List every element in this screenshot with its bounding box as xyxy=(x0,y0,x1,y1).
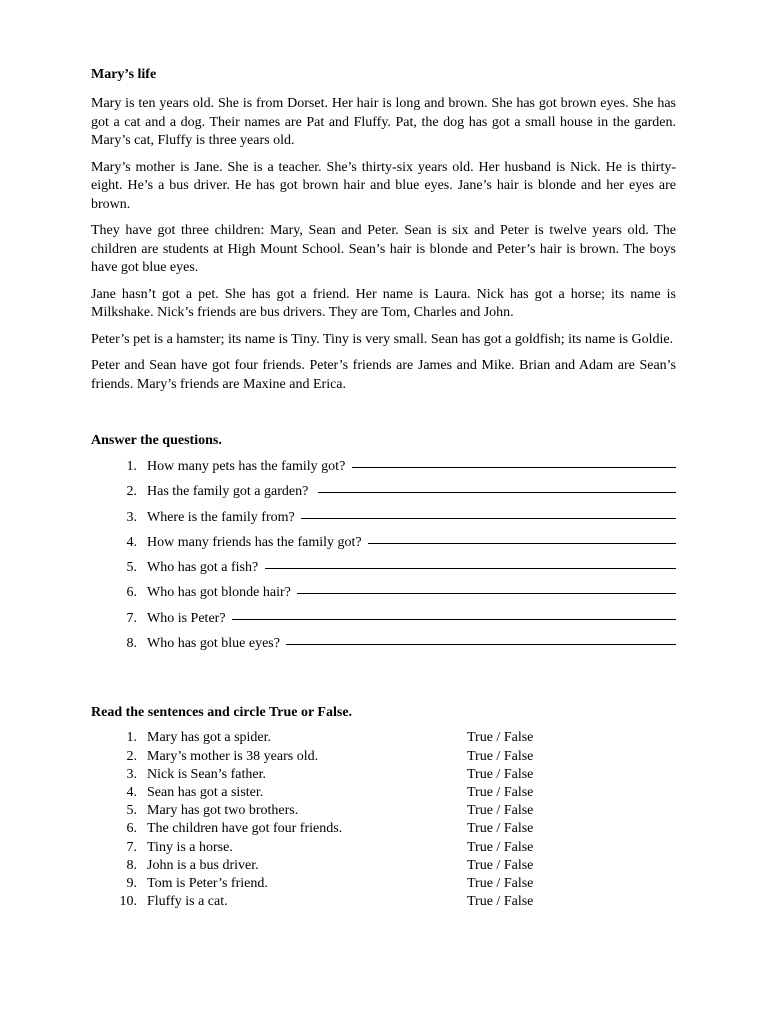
true-false-choice[interactable]: True / False xyxy=(467,857,534,873)
true-false-item xyxy=(91,821,676,839)
true-false-item xyxy=(91,803,676,821)
true-false-item xyxy=(91,858,676,876)
question-number: 8. xyxy=(126,636,137,652)
answer-line[interactable] xyxy=(265,567,676,569)
question-item xyxy=(91,459,676,484)
true-false-item xyxy=(91,767,676,785)
question-text: Who has got a fish? xyxy=(147,560,262,576)
question-number: 6. xyxy=(126,585,137,601)
question-item xyxy=(91,560,676,585)
statement-text: Nick is Sean’s father. xyxy=(147,766,266,782)
statement-text: John is a bus driver. xyxy=(147,857,259,873)
true-false-choice[interactable]: True / False xyxy=(467,730,534,746)
statement-number: 1. xyxy=(126,730,137,746)
statement-text: Mary has got two brothers. xyxy=(147,803,299,819)
true-false-list xyxy=(91,730,676,912)
answer-line[interactable] xyxy=(232,618,676,620)
answer-line[interactable] xyxy=(318,491,676,493)
question-number: 7. xyxy=(126,610,137,626)
answer-line[interactable] xyxy=(352,466,676,468)
true-false-choice[interactable]: True / False xyxy=(467,894,534,910)
question-text: How many pets has the family got? xyxy=(147,459,349,474)
true-false-choice[interactable]: True / False xyxy=(467,803,534,819)
true-false-item xyxy=(91,894,676,912)
answer-line[interactable] xyxy=(297,592,676,594)
statement-text: The children have got four friends. xyxy=(147,821,343,837)
question-item xyxy=(91,535,676,560)
statement-text: Mary has got a spider. xyxy=(147,730,272,746)
true-false-choice[interactable]: True / False xyxy=(467,821,534,837)
statement-text: Tom is Peter’s friend. xyxy=(147,875,268,891)
true-false-item xyxy=(91,730,676,748)
true-false-item xyxy=(91,749,676,767)
true-false-heading: Read the sentences and circle True or False. xyxy=(91,705,353,721)
question-number: 3. xyxy=(126,509,137,525)
question-number: 5. xyxy=(126,560,137,576)
statement-number: 5. xyxy=(126,803,137,819)
story-paragraph: Mary’s mother is Jane. She is a teacher. She’s thirty-six years old. Her husband is Nick. He is thirty-eight. He’s a bus driver. He has got brown hair and blue eyes. Jane’s hair is blonde and her eyes are brown. xyxy=(91,159,676,212)
statement-number: 9. xyxy=(126,875,137,891)
answer-line[interactable] xyxy=(286,643,676,645)
statement-number: 6. xyxy=(126,821,137,837)
true-false-item xyxy=(91,785,676,803)
story-paragraph: They have got three children: Mary, Sean and Peter. Sean is six and Peter is twelve years old. The children are students at High Mount School. Sean’s hair is blonde and Peter’s hair is brown. The boys have got blue eyes. xyxy=(91,223,676,275)
statement-text: Sean has got a sister. xyxy=(147,784,264,800)
questions-list xyxy=(91,459,676,661)
question-number: 1. xyxy=(126,459,137,474)
true-false-choice[interactable]: True / False xyxy=(467,784,534,800)
statement-text: Mary’s mother is 38 years old. xyxy=(147,748,319,764)
statement-number: 2. xyxy=(126,748,137,764)
statement-number: 3. xyxy=(126,766,137,782)
question-item xyxy=(91,636,676,661)
question-text: Who has got blue eyes? xyxy=(147,636,284,652)
question-item xyxy=(91,484,676,509)
questions-heading: Answer the questions. xyxy=(91,433,222,448)
story-paragraph: Jane hasn’t got a pet. She has got a friend. Her name is Laura. Nick has got a horse; its name is Milkshake. Nick’s friends are bus drivers. They are Tom, Charles and John. xyxy=(91,286,676,320)
question-number: 2. xyxy=(126,484,137,500)
question-item xyxy=(91,611,676,636)
statement-number: 10. xyxy=(119,894,137,910)
statement-number: 8. xyxy=(126,857,137,873)
statement-text: Tiny is a horse. xyxy=(147,839,233,855)
true-false-choice[interactable]: True / False xyxy=(467,766,534,782)
statement-number: 7. xyxy=(126,839,137,855)
statement-number: 4. xyxy=(126,784,137,800)
question-text: How many friends has the family got? xyxy=(147,534,366,550)
true-false-choice[interactable]: True / False xyxy=(467,748,534,764)
document-title: Mary’s life xyxy=(91,67,157,82)
true-false-choice[interactable]: True / False xyxy=(467,875,534,891)
question-number: 4. xyxy=(126,534,137,550)
answer-line[interactable] xyxy=(301,517,676,519)
question-text: Has the family got a garden? xyxy=(147,484,316,500)
true-false-choice[interactable]: True / False xyxy=(467,839,534,855)
story-paragraph: Peter’s pet is a hamster; its name is Tiny. Tiny is very small. Sean has got a goldfish; its name is Goldie. xyxy=(91,331,674,347)
question-text: Who is Peter? xyxy=(147,610,230,626)
story-paragraph: Peter and Sean have got four friends. Peter’s friends are James and Mike. Brian and Adam are Sean’s friends. Mary’s friends are Maxine and Erica. xyxy=(91,358,676,392)
answer-line[interactable] xyxy=(368,542,676,544)
true-false-item xyxy=(91,876,676,894)
worksheet-content xyxy=(91,66,676,912)
question-text: Where is the family from? xyxy=(147,509,299,525)
story-paragraph: Mary is ten years old. She is from Dorset. Her hair is long and brown. She has got brown eyes. She has got a cat and a dog. Their names are Pat and Fluffy. Pat, the dog has got a small house in the garden. Mary’s cat, Fluffy is three years old. xyxy=(91,96,676,148)
question-item xyxy=(91,585,676,610)
question-item xyxy=(91,510,676,535)
statement-text: Fluffy is a cat. xyxy=(147,894,228,910)
true-false-item xyxy=(91,840,676,858)
question-text: Who has got blonde hair? xyxy=(147,585,295,601)
